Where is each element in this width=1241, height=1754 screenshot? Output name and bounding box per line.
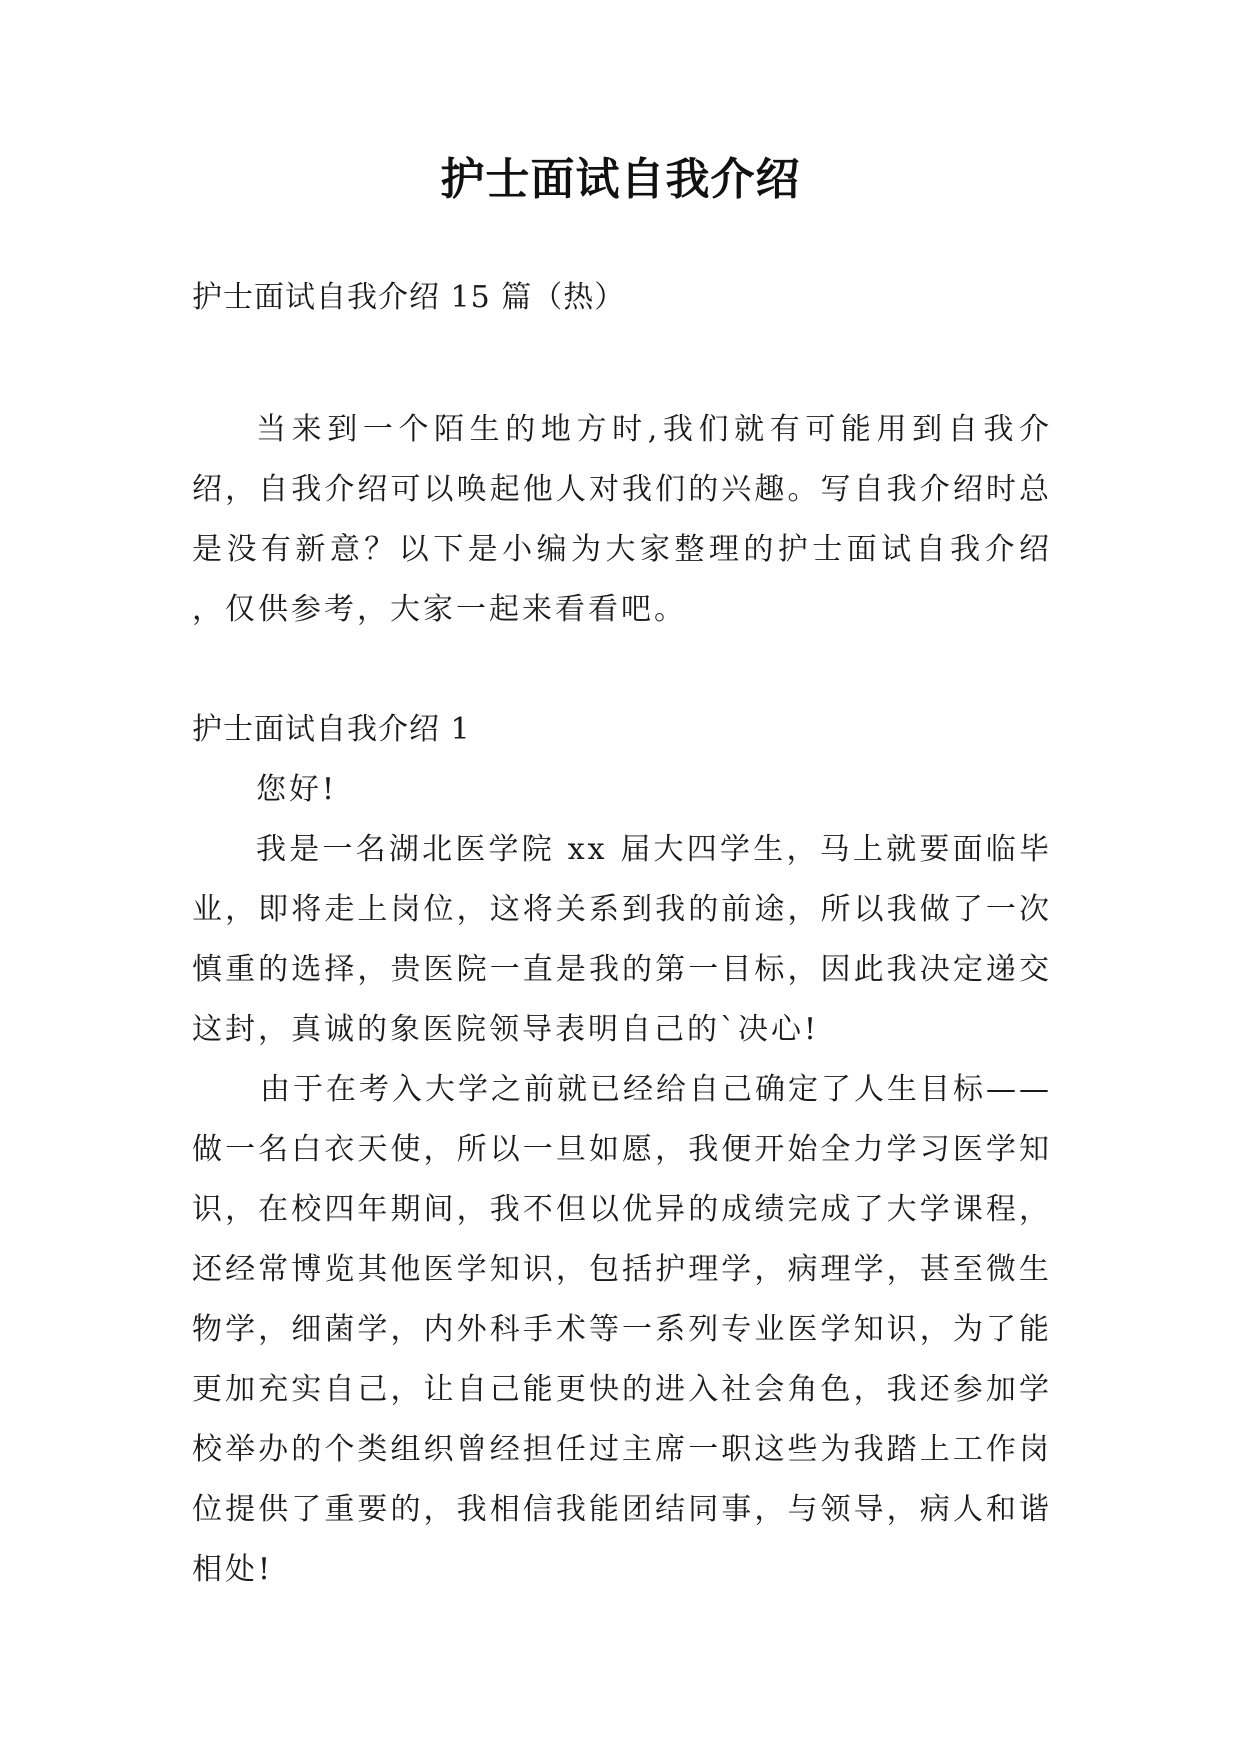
document-subtitle: 护士面试自我介绍 15 篇（热） <box>192 280 626 315</box>
body-paragraph-2: 由于在考入大学之前就已经给自己确定了人生目标——做一名白衣天使，所以一旦如愿，我便开始全力学习医学知识，在校四年期间，我不但以优异的成绩完成了大学课程，还经常博览其他医学知识，包括护理学，病理学，甚至微生物学，细菌学，内外科手术等一系列专业医学知识，为了能更加充实自己，让自己能更快的进入社会角色，我还参加学校举办的个类组织曾经担任过主席一职这些为我踏上工作岗位提供了重要的，我相信我能团结同事，与领导，病人和谐相处! <box>192 1072 1052 1587</box>
section-heading: 护士面试自我介绍 1 <box>192 712 471 747</box>
greeting-paragraph: 您好! <box>256 772 338 807</box>
intro-paragraph: 当来到一个陌生的地方时,我们就有可能用到自我介绍，自我介绍可以唤起他人对我们的兴趣。写自我介绍时总是没有新意？以下是小编为大家整理的护士面试自我介绍 ，仅供参考，大家一起来看看吧。 <box>192 412 1052 627</box>
document-title: 护士面试自我介绍 <box>440 154 801 205</box>
body-paragraph-1: 我是一名湖北医学院 xx 届大四学生，马上就要面临毕业，即将走上岗位，这将关系到我的前途，所以我做了一次慎重的选择，贵医院一直是我的第一目标，因此我决定递交这封，真诚的象医院领导表明自己的`决心! <box>192 832 1052 1047</box>
